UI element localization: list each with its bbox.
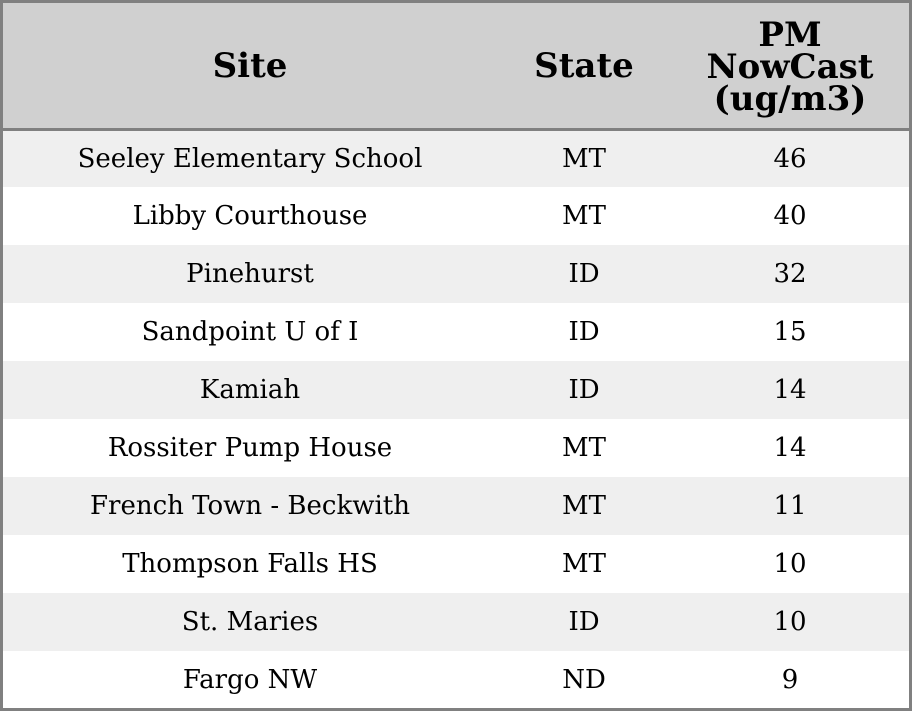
cell-site: Thompson Falls HS xyxy=(122,549,378,579)
table-row xyxy=(3,419,909,477)
cell-site: Fargo NW xyxy=(182,665,318,695)
cell-pm-value: 14 xyxy=(773,433,807,463)
cell-pm-value: 11 xyxy=(773,491,807,521)
table-body xyxy=(3,129,909,709)
table-row xyxy=(3,651,909,709)
cell-pm-value: 10 xyxy=(773,549,807,579)
cell-state: MT xyxy=(562,491,606,521)
column-header-pm-nowcast xyxy=(671,3,909,129)
cell-site: French Town - Beckwith xyxy=(89,491,411,521)
table-row xyxy=(3,593,909,651)
cell-state: ND xyxy=(562,665,606,695)
cell-site: Sandpoint U of I xyxy=(141,317,359,347)
table-row xyxy=(3,361,909,419)
cell-pm-value: 40 xyxy=(773,201,807,231)
column-header-site-line: Site xyxy=(212,46,288,87)
header-row xyxy=(3,3,909,129)
cell-pm-value: 9 xyxy=(781,665,799,695)
cell-state: MT xyxy=(562,433,606,463)
cell-state: MT xyxy=(562,143,606,174)
cell-site: Rossiter Pump House xyxy=(107,433,393,463)
cell-state: MT xyxy=(562,549,606,579)
cell-pm-value: 14 xyxy=(773,375,807,405)
cell-state: ID xyxy=(568,375,600,405)
data-table xyxy=(3,3,909,709)
cell-pm-value: 15 xyxy=(773,317,807,347)
table-row xyxy=(3,303,909,361)
cell-site: Seeley Elementary School xyxy=(77,143,423,174)
cell-state: MT xyxy=(562,201,606,231)
column-header-state-line: State xyxy=(534,46,634,87)
cell-site: St. Maries xyxy=(181,607,319,637)
cell-state: ID xyxy=(568,259,600,289)
column-header-site xyxy=(3,3,497,129)
column-header-pm-line-2: NowCast xyxy=(706,47,874,88)
cell-pm-value: 10 xyxy=(773,607,807,637)
table-row xyxy=(3,187,909,245)
cell-site: Libby Courthouse xyxy=(132,201,368,231)
cell-pm-value: 46 xyxy=(773,143,807,174)
cell-site: Kamiah xyxy=(199,375,301,405)
table-row xyxy=(3,245,909,303)
cell-site: Pinehurst xyxy=(186,259,314,289)
table-row xyxy=(3,477,909,535)
column-header-state xyxy=(497,3,671,129)
column-header-pm-line-1: PM xyxy=(758,15,822,56)
cell-state: ID xyxy=(568,317,600,347)
cell-pm-value: 32 xyxy=(773,259,807,289)
column-header-pm-line-3: (ug/m3) xyxy=(713,79,867,120)
table-row xyxy=(3,129,909,187)
table-row xyxy=(3,535,909,593)
cell-state: ID xyxy=(568,607,600,637)
